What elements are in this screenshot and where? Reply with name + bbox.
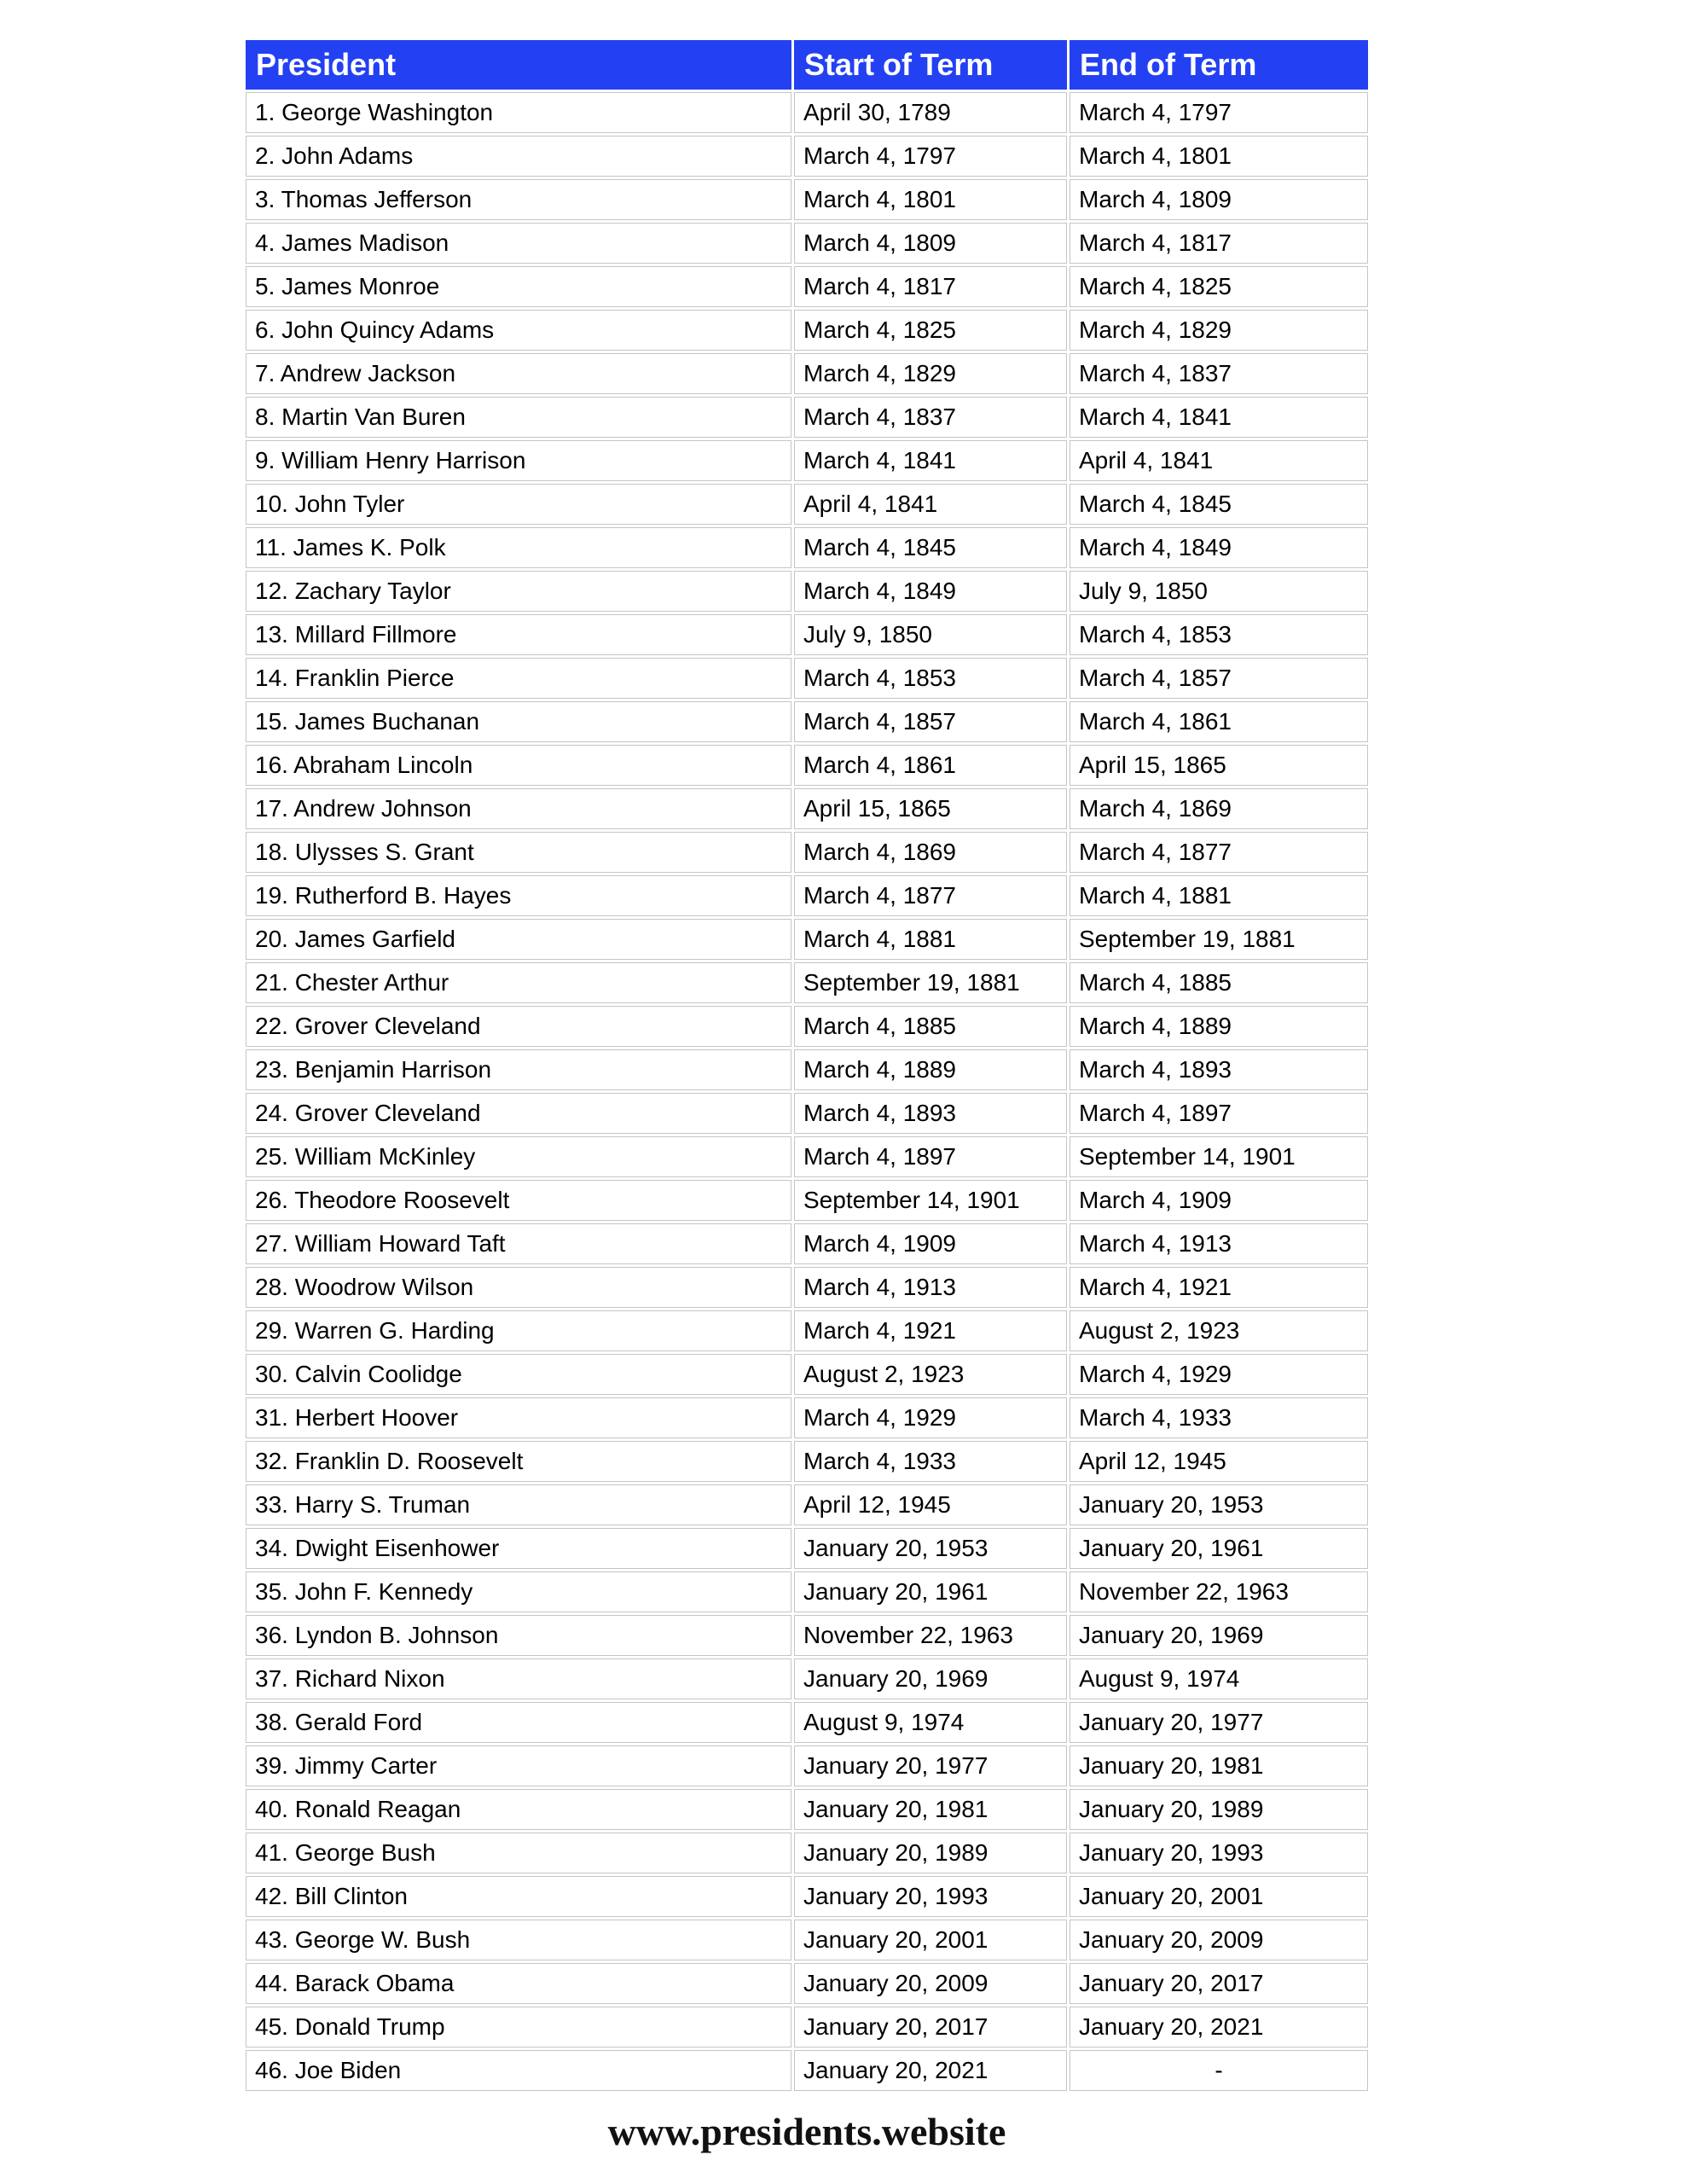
start-of-term-cell: March 4, 1893 [794,1093,1067,1134]
table-row [246,919,1368,960]
table-row [246,1441,1368,1482]
start-of-term-cell: March 4, 1817 [794,266,1067,307]
president-cell: 35. John F. Kennedy [246,1571,791,1612]
presidents-table [243,38,1371,2094]
president-cell: 6. John Quincy Adams [246,310,791,351]
table-row [246,1745,1368,1786]
table-row [246,2007,1368,2048]
table-row [246,266,1368,307]
president-cell: 32. Franklin D. Roosevelt [246,1441,791,1482]
start-of-term-cell: January 20, 1981 [794,1789,1067,1830]
end-of-term-cell: March 4, 1877 [1070,832,1368,873]
end-of-term-cell: January 20, 1977 [1070,1702,1368,1743]
table-row [246,962,1368,1003]
end-of-term-cell: January 20, 1993 [1070,1833,1368,1873]
president-cell: 12. Zachary Taylor [246,571,791,612]
end-of-term-cell: January 20, 1981 [1070,1745,1368,1786]
table-row [246,1049,1368,1090]
start-of-term-cell: January 20, 1993 [794,1876,1067,1917]
start-of-term-cell: March 4, 1797 [794,136,1067,177]
start-of-term-cell: April 4, 1841 [794,484,1067,525]
president-cell: 25. William McKinley [246,1136,791,1177]
end-of-term-cell: January 20, 2009 [1070,1920,1368,1960]
table-row [246,440,1368,481]
president-cell: 1. George Washington [246,92,791,133]
table-header-row [246,40,1368,90]
president-cell: 5. James Monroe [246,266,791,307]
end-of-term-cell: March 4, 1837 [1070,353,1368,394]
start-of-term-cell: March 4, 1885 [794,1006,1067,1047]
president-cell: 36. Lyndon B. Johnson [246,1615,791,1656]
table-row [246,571,1368,612]
end-of-term-cell: March 4, 1845 [1070,484,1368,525]
start-of-term-cell: September 14, 1901 [794,1180,1067,1221]
end-of-term-cell: September 19, 1881 [1070,919,1368,960]
table-row [246,1615,1368,1656]
end-of-term-cell: January 20, 2017 [1070,1963,1368,2004]
table-row [246,1484,1368,1525]
table-row [246,1702,1368,1743]
president-cell: 22. Grover Cleveland [246,1006,791,1047]
end-of-term-cell: August 9, 1974 [1070,1658,1368,1699]
footer-site-url: www.presidents.website [607,2110,1006,2153]
president-cell: 44. Barack Obama [246,1963,791,2004]
table-row [246,1006,1368,1047]
column-header-end-of-term: End of Term [1070,40,1368,90]
table-row [246,1789,1368,1830]
end-of-term-cell: March 4, 1921 [1070,1267,1368,1308]
table-row [246,1223,1368,1264]
end-of-term-cell: March 4, 1933 [1070,1397,1368,1438]
end-of-term-cell: March 4, 1853 [1070,614,1368,655]
end-of-term-cell: March 4, 1809 [1070,179,1368,220]
end-of-term-cell: March 4, 1841 [1070,397,1368,438]
end-of-term-cell: March 4, 1897 [1070,1093,1368,1134]
start-of-term-cell: March 4, 1877 [794,875,1067,916]
presidents-table-container [243,38,1371,2094]
start-of-term-cell: January 20, 1961 [794,1571,1067,1612]
start-of-term-cell: January 20, 2001 [794,1920,1067,1960]
end-of-term-cell: April 12, 1945 [1070,1441,1368,1482]
start-of-term-cell: March 4, 1853 [794,658,1067,699]
table-row [246,1397,1368,1438]
end-of-term-cell: January 20, 2021 [1070,2007,1368,2048]
table-row [246,527,1368,568]
president-cell: 39. Jimmy Carter [246,1745,791,1786]
table-row [246,658,1368,699]
column-header-president: President [246,40,791,90]
table-row [246,136,1368,177]
start-of-term-cell: January 20, 2021 [794,2050,1067,2091]
start-of-term-cell: March 4, 1829 [794,353,1067,394]
president-cell: 21. Chester Arthur [246,962,791,1003]
end-of-term-cell: January 20, 1953 [1070,1484,1368,1525]
president-cell: 9. William Henry Harrison [246,440,791,481]
table-row [246,1136,1368,1177]
start-of-term-cell: March 4, 1869 [794,832,1067,873]
table-row [246,353,1368,394]
start-of-term-cell: January 20, 1953 [794,1528,1067,1569]
table-row [246,92,1368,133]
table-row [246,614,1368,655]
end-of-term-cell: March 4, 1857 [1070,658,1368,699]
end-of-term-cell: March 4, 1861 [1070,701,1368,742]
start-of-term-cell: March 4, 1857 [794,701,1067,742]
table-row [246,1658,1368,1699]
end-of-term-cell: - [1070,2050,1368,2091]
president-cell: 31. Herbert Hoover [246,1397,791,1438]
end-of-term-cell: March 4, 1889 [1070,1006,1368,1047]
start-of-term-cell: January 20, 1989 [794,1833,1067,1873]
table-row [246,484,1368,525]
table-row [246,1833,1368,1873]
start-of-term-cell: March 4, 1809 [794,223,1067,264]
table-row [246,1354,1368,1395]
table-row [246,179,1368,220]
end-of-term-cell: March 4, 1869 [1070,788,1368,829]
column-header-start-of-term: Start of Term [794,40,1067,90]
start-of-term-cell: January 20, 1969 [794,1658,1067,1699]
president-cell: 10. John Tyler [246,484,791,525]
table-row [246,397,1368,438]
start-of-term-cell: March 4, 1921 [794,1310,1067,1351]
table-row [246,1267,1368,1308]
start-of-term-cell: January 20, 1977 [794,1745,1067,1786]
president-cell: 30. Calvin Coolidge [246,1354,791,1395]
president-cell: 28. Woodrow Wilson [246,1267,791,1308]
president-cell: 13. Millard Fillmore [246,614,791,655]
start-of-term-cell: March 4, 1881 [794,919,1067,960]
start-of-term-cell: March 4, 1849 [794,571,1067,612]
president-cell: 29. Warren G. Harding [246,1310,791,1351]
president-cell: 23. Benjamin Harrison [246,1049,791,1090]
end-of-term-cell: March 4, 1909 [1070,1180,1368,1221]
end-of-term-cell: January 20, 1961 [1070,1528,1368,1569]
president-cell: 34. Dwight Eisenhower [246,1528,791,1569]
table-row [246,788,1368,829]
table-row [246,223,1368,264]
start-of-term-cell: March 4, 1861 [794,745,1067,786]
start-of-term-cell: March 4, 1909 [794,1223,1067,1264]
start-of-term-cell: April 12, 1945 [794,1484,1067,1525]
president-cell: 2. John Adams [246,136,791,177]
end-of-term-cell: January 20, 1989 [1070,1789,1368,1830]
end-of-term-cell: April 15, 1865 [1070,745,1368,786]
president-cell: 20. James Garfield [246,919,791,960]
president-cell: 46. Joe Biden [246,2050,791,2091]
end-of-term-cell: March 4, 1849 [1070,527,1368,568]
president-cell: 40. Ronald Reagan [246,1789,791,1830]
end-of-term-cell: March 4, 1913 [1070,1223,1368,1264]
president-cell: 42. Bill Clinton [246,1876,791,1917]
start-of-term-cell: March 4, 1845 [794,527,1067,568]
end-of-term-cell: March 4, 1797 [1070,92,1368,133]
president-cell: 15. James Buchanan [246,701,791,742]
president-cell: 43. George W. Bush [246,1920,791,1960]
president-cell: 37. Richard Nixon [246,1658,791,1699]
president-cell: 11. James K. Polk [246,527,791,568]
start-of-term-cell: March 4, 1825 [794,310,1067,351]
table-row [246,701,1368,742]
table-row [246,745,1368,786]
table-row [246,1571,1368,1612]
president-cell: 26. Theodore Roosevelt [246,1180,791,1221]
start-of-term-cell: April 30, 1789 [794,92,1067,133]
table-row [246,1310,1368,1351]
end-of-term-cell: January 20, 2001 [1070,1876,1368,1917]
president-cell: 16. Abraham Lincoln [246,745,791,786]
table-row [246,1180,1368,1221]
end-of-term-cell: March 4, 1817 [1070,223,1368,264]
start-of-term-cell: March 4, 1897 [794,1136,1067,1177]
table-row [246,832,1368,873]
start-of-term-cell: March 4, 1929 [794,1397,1067,1438]
table-row [246,1528,1368,1569]
president-cell: 8. Martin Van Buren [246,397,791,438]
start-of-term-cell: March 4, 1841 [794,440,1067,481]
start-of-term-cell: January 20, 2017 [794,2007,1067,2048]
table-row [246,875,1368,916]
president-cell: 17. Andrew Johnson [246,788,791,829]
start-of-term-cell: April 15, 1865 [794,788,1067,829]
table-row [246,1920,1368,1960]
end-of-term-cell: March 4, 1829 [1070,310,1368,351]
start-of-term-cell: March 4, 1801 [794,179,1067,220]
end-of-term-cell: April 4, 1841 [1070,440,1368,481]
president-cell: 3. Thomas Jefferson [246,179,791,220]
table-row [246,1963,1368,2004]
president-cell: 14. Franklin Pierce [246,658,791,699]
start-of-term-cell: August 9, 1974 [794,1702,1067,1743]
president-cell: 38. Gerald Ford [246,1702,791,1743]
start-of-term-cell: September 19, 1881 [794,962,1067,1003]
end-of-term-cell: March 4, 1825 [1070,266,1368,307]
president-cell: 33. Harry S. Truman [246,1484,791,1525]
end-of-term-cell: November 22, 1963 [1070,1571,1368,1612]
start-of-term-cell: November 22, 1963 [794,1615,1067,1656]
president-cell: 45. Donald Trump [246,2007,791,2048]
start-of-term-cell: March 4, 1837 [794,397,1067,438]
table-row [246,310,1368,351]
start-of-term-cell: January 20, 2009 [794,1963,1067,2004]
start-of-term-cell: March 4, 1913 [794,1267,1067,1308]
end-of-term-cell: March 4, 1801 [1070,136,1368,177]
end-of-term-cell: September 14, 1901 [1070,1136,1368,1177]
start-of-term-cell: August 2, 1923 [794,1354,1067,1395]
president-cell: 4. James Madison [246,223,791,264]
end-of-term-cell: March 4, 1893 [1070,1049,1368,1090]
president-cell: 41. George Bush [246,1833,791,1873]
end-of-term-cell: July 9, 1850 [1070,571,1368,612]
end-of-term-cell: March 4, 1881 [1070,875,1368,916]
end-of-term-cell: January 20, 1969 [1070,1615,1368,1656]
start-of-term-cell: March 4, 1889 [794,1049,1067,1090]
president-cell: 7. Andrew Jackson [246,353,791,394]
table-row [246,1093,1368,1134]
president-cell: 19. Rutherford B. Hayes [246,875,791,916]
end-of-term-cell: March 4, 1885 [1070,962,1368,1003]
table-row [246,2050,1368,2091]
end-of-term-cell: August 2, 1923 [1070,1310,1368,1351]
president-cell: 27. William Howard Taft [246,1223,791,1264]
start-of-term-cell: July 9, 1850 [794,614,1067,655]
president-cell: 24. Grover Cleveland [246,1093,791,1134]
start-of-term-cell: March 4, 1933 [794,1441,1067,1482]
president-cell: 18. Ulysses S. Grant [246,832,791,873]
table-row [246,1876,1368,1917]
end-of-term-cell: March 4, 1929 [1070,1354,1368,1395]
